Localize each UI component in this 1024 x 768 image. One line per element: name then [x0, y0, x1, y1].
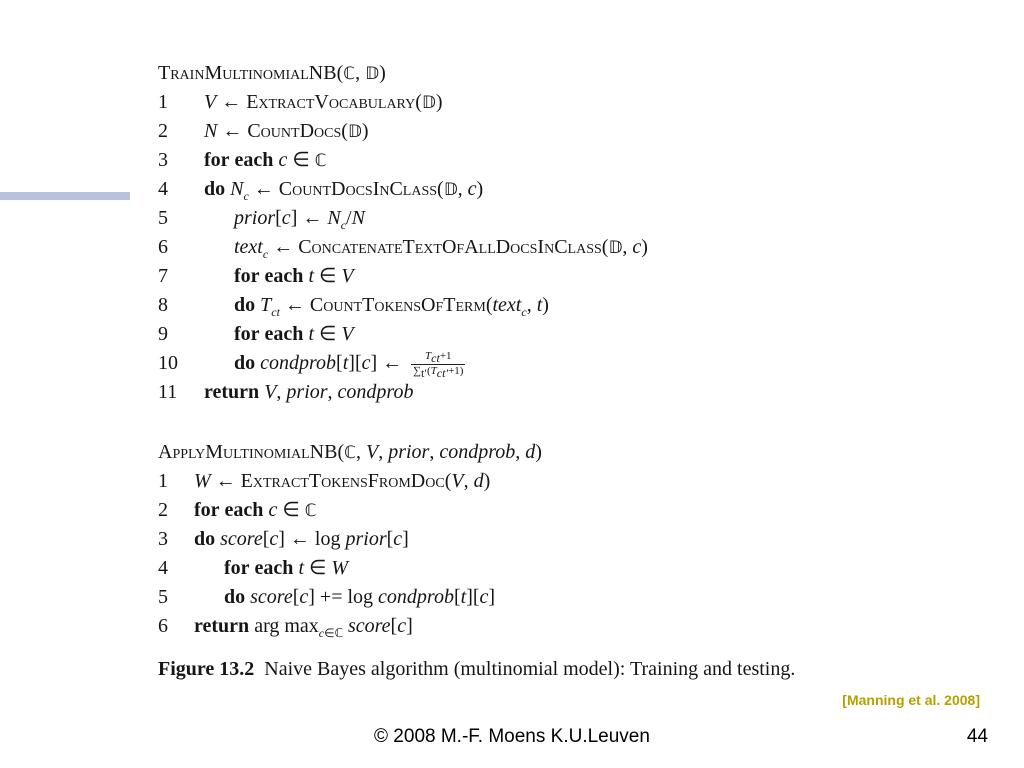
figure-caption-text: Naive Bayes algorithm (multinomial model): Training and testing.: [264, 658, 796, 680]
apply-line-1: 1 W ← ExtractTokensFromDoc(V, d): [158, 470, 491, 492]
train-line-5: 5 prior[c] ← $N_c/N$: [158, 207, 365, 232]
train-line-7: 7 for each t ∈ V: [158, 265, 354, 287]
condprob-fraction: $\frac{T_{ct}+1}{\sum_{t'}(T_{ct'}+1)}$: [413, 349, 464, 381]
apply-line-4: 4 for each t ∈ W: [158, 557, 349, 579]
train-line-10: 10 do condprob[t][c] ← $\frac{T_{ct}+1}{\sum_{t'}(T_{ct'}+1)}$: [158, 349, 464, 381]
citation: [Manning et al. 2008]: [842, 692, 980, 708]
figure-label: Figure 13.2: [158, 658, 255, 680]
figure-caption: [158, 658, 795, 681]
train-line-11: 11 return V, prior, condprob: [158, 381, 414, 403]
train-line-9: 9 for each t ∈ V: [158, 323, 354, 345]
apply-line-2: 2 for each c ∈ ℂ: [158, 499, 317, 521]
train-line-3: 3 for each c ∈ ℂ: [158, 149, 327, 171]
train-line-4: 4 do $N_c$ ← CountDocsInClass(𝔻, c): [158, 178, 484, 203]
apply-line-3: 3 do score[c] ← log prior[c]: [158, 528, 409, 550]
train-line-2: 2 N ← CountDocs(𝔻): [158, 120, 369, 142]
apply-algorithm-title: ApplyMultinomialNB(ℂ, V, prior, condprob, d): [158, 441, 542, 463]
train-algorithm: [158, 58, 648, 407]
train-line-1: 1 V ← ExtractVocabulary(𝔻): [158, 91, 443, 113]
train-line-6: 6 text$_c$ ← ConcatenateTextOfAllDocsInClass(𝔻, c): [158, 236, 648, 261]
train-algorithm-title: TrainMultinomialNB(ℂ, 𝔻): [158, 62, 386, 84]
slide-page-number: 44: [966, 726, 988, 747]
train-line-8: 8 do $T_{ct}$ ← CountTokensOfTerm(text$_c$, t): [158, 294, 549, 319]
apply-algorithm: [158, 437, 542, 641]
slide-footer: © 2008 M.-F. Moens K.U.Leuven: [374, 726, 650, 747]
slide-accent-bar: [0, 192, 130, 200]
apply-line-6: 6 return arg $\max_{c\in ℂ}$ score[c]: [158, 615, 413, 640]
apply-line-5: 5 do score[c] += log condprob[t][c]: [158, 586, 496, 608]
